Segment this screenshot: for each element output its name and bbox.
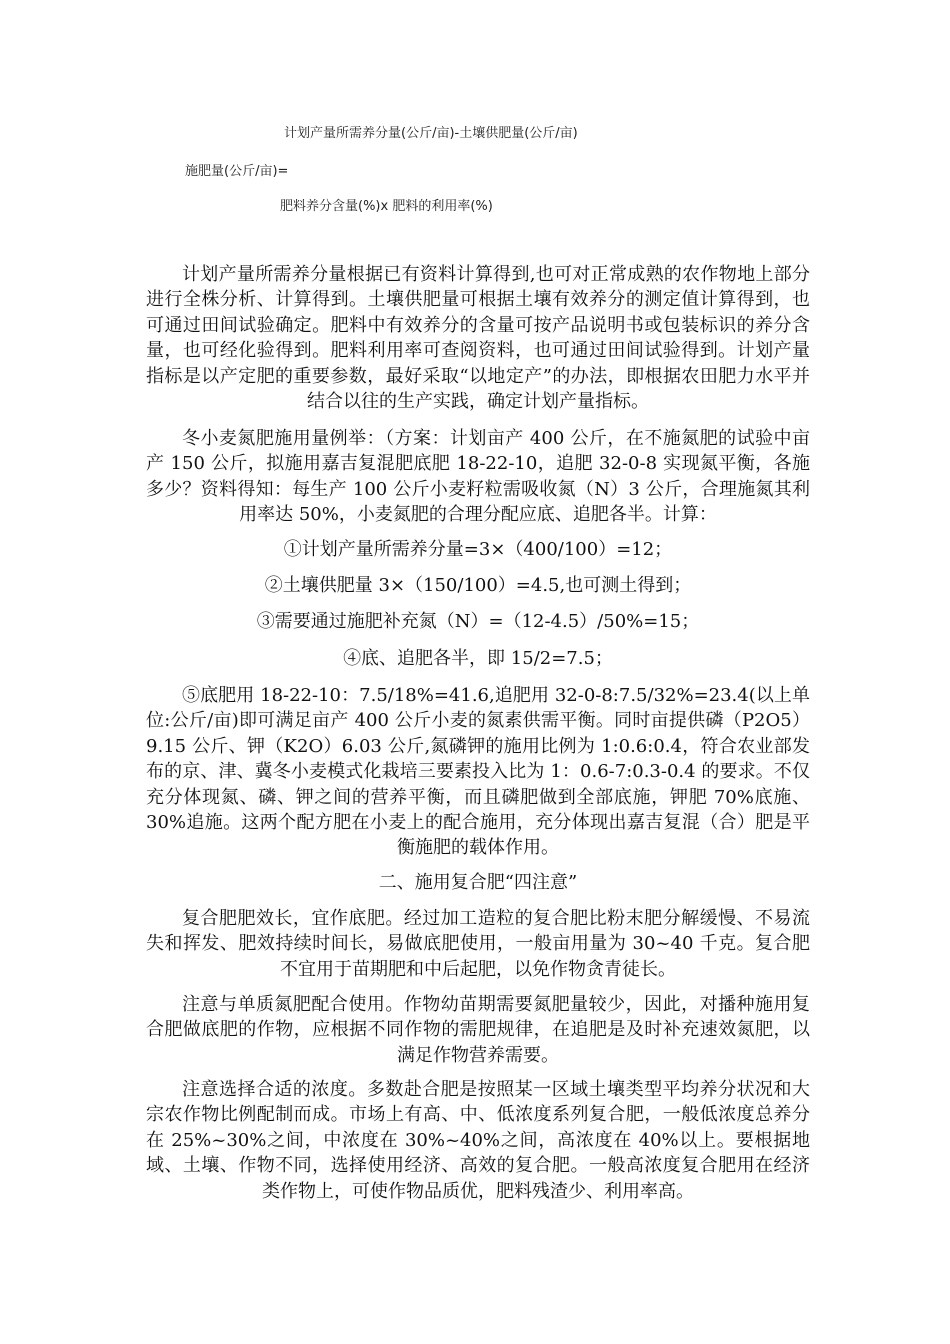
- paragraph-example: [146, 426, 810, 528]
- paragraph-text: 冬小麦氮肥施用量例举：（方案：计划亩产 400 公斤，在不施氮肥的试验中亩产 150 公斤，拟施用嘉吉复混肥底肥 18-22-10，追肥 32-0-8 实现氮平衡，各施多少？资料得知：每生产 100 公斤小麦籽粒需吸收氮（N）3 公斤，合理施氮其利用率达 50%，小麦氮肥的合理分配应底、追肥各半。计算：: [146, 428, 810, 526]
- calc-step-4: ④底、追肥各半，即 15/2=7.5；: [343, 648, 613, 669]
- paragraph-text: 注意选择合适的浓度。多数赴合肥是按照某一区域土壤类型平均养分状况和大宗农作物比例配制而成。市场上有高、中、低浓度系列复合肥，一般低浓度总养分在 25%~30%之间，中浓度在 30%~40%之间，高浓度在 40%以上。要根据地域、土壤、作物不同，选择使用经济、高效的复合肥。一般高浓度复合肥用在经济类作物上，可使作物品质优，肥料残渣少、利用率高。: [146, 1079, 810, 1202]
- calc-step-1: ①计划产量所需养分量=3×（400/100）=12；: [283, 539, 673, 560]
- formula-lhs: 施肥量(公斤/亩)=: [185, 164, 289, 179]
- section-heading: 二、施用复合肥“四注意”: [378, 872, 578, 893]
- formula-denominator: 肥料养分含量(%)x 肥料的利用率(%): [280, 199, 493, 214]
- paragraph-text: ⑤底肥用 18-22-10：7.5/18%=41.6,追肥用 32-0-8:7.5/32%=23.4(以上单位:公斤/亩)即可满足亩产 400 公斤小麦的氮素供需平衡。同时亩提供磷（P2O5）9.15 公斤、钾（K2O）6.03 公斤,氮磷钾的施用比例为 1:0.6:0.4，符合农业部发布的京、津、冀冬小麦模式化栽培三要素投入比为 1：0.6-7:0.3-0.4 的要求。不仅充分体现氮、磷、钾之间的营养平衡，而且磷肥做到全部底施，钾肥 70%底施、30%追施。这两个配方肥在小麦上的配合施用，充分体现出嘉吉复混（合）肥是平衡施肥的载体作用。: [146, 685, 810, 859]
- formula-numerator: 计划产量所需养分量(公斤/亩)-土壤供肥量(公斤/亩): [284, 126, 578, 141]
- paragraph-note-3: [146, 1077, 810, 1204]
- paragraph-note-2: [146, 992, 810, 1068]
- calc-step-2: ②土壤供肥量 3×（150/100）=4.5,也可测土得到；: [264, 575, 692, 596]
- calc-step-3: ③需要通过施肥补充氮（N）=（12-4.5）/50%=15；: [256, 611, 700, 632]
- paragraph-text: 复合肥肥效长，宜作底肥。经过加工造粒的复合肥比粉末肥分解缓慢、不易流失和挥发、肥效持续时间长，易做底肥使用，一般亩用量为 30~40 千克。复合肥不宜用于苗期肥和中后起肥，以免作物贪青徒长。: [146, 908, 810, 980]
- paragraph-intro: [146, 262, 810, 414]
- paragraph-text: 计划产量所需养分量根据已有资料计算得到,也可对正常成熟的农作物地上部分进行全株分析、计算得到。土壤供肥量可根据土壤有效养分的测定值计算得到，也可通过田间试验确定。肥料中有效养分的含量可按产品说明书或包装标识的养分含量，也可经化验得到。肥料利用率可查阅资料，也可通过田间试验得到。计划产量指标是以产定肥的重要参数，最好采取“以地定产”的办法，即根据农田肥力水平并结合以往的生产实践，确定计划产量指标。: [146, 264, 810, 413]
- paragraph-text: 注意与单质氮肥配合使用。作物幼苗期需要氮肥量较少，因此，对播种施用复合肥做底肥的作物，应根据不同作物的需肥规律，在追肥是及时补充速效氮肥，以满足作物营养需要。: [146, 994, 810, 1066]
- paragraph-note-1: [146, 906, 810, 982]
- paragraph-result: [146, 683, 810, 861]
